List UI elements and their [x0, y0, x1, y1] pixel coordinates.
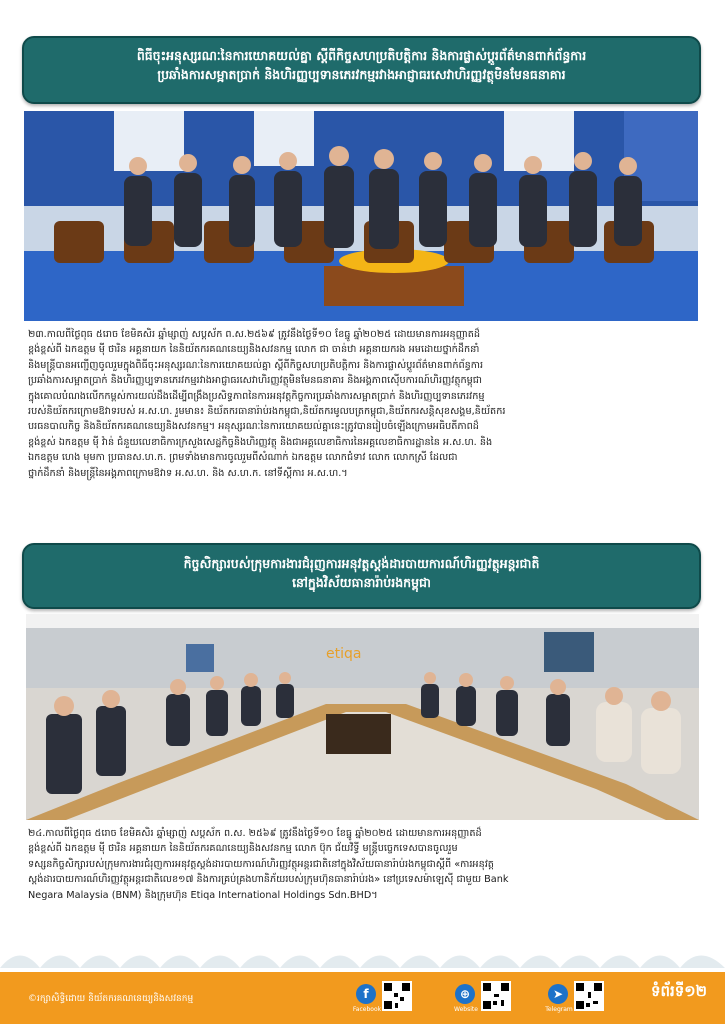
- section-1-paragraph: [28, 327, 698, 481]
- paragraph-line: Negara Malaysia (BNM) និងក្រុមហ៊ុន Etiqa International Holdings Sdn.BHD។: [28, 889, 378, 901]
- telegram-link[interactable]: [545, 981, 612, 1017]
- section-1-title-line-2: ប្រឆាំងការសម្អាតប្រាក់ និងហិរញ្ញប្បទានភេរវកម្មរវាងអាជ្ញាធរសេវាហិរញ្ញវត្ថុមិនមែនធនាគារ: [157, 67, 566, 82]
- paragraph-line: ឯកឧត្តម ហេង មុមកា ប្រធានស.ហ.ក. ព្រមទាំងមានការចូលរួមពីសំណាក់ ឯកឧត្តម លោកជំទាវ លោក លោកស្រី ដែលជា: [28, 452, 458, 464]
- facebook-qr-code[interactable]: [382, 981, 412, 1011]
- paragraph-line: បរធនបាលកិច្ច និងនិយ័តករគណនេយ្យនិងសវនកម្ម។ អនុស្សរណៈនៃការយោគយល់គ្នានេះត្រូវបានរៀបចំឡើងក្រោមអធិបតីភាពដ៏: [28, 421, 479, 433]
- paragraph-line: ខ្ពង់ខ្ពស់ពី ឯកឧត្តម ម៉ី ថារិន អគ្គនាយក នៃនិយ័តករគណនេយ្យនិងសវនកម្ម លោក ជា ចាន់ឋា អគ្គនាយករង អមដោយថ្នាក់ដឹកនាំ: [28, 344, 480, 356]
- section-2-title-line-2: នៅក្នុងវិស័យធានារ៉ាប់រងកម្ពុជា: [292, 575, 431, 590]
- telegram-icon: ➤: [548, 984, 568, 1004]
- section-2-title: [22, 543, 701, 609]
- facebook-label: Facebook: [352, 1006, 382, 1013]
- paragraph-line: ខ្ពង់ខ្ពស់ ឯកឧត្តម ម៉ី វ៉ាន់ ជំនួយលេខាធិការក្រសួងសេដ្ឋកិច្ចនិងហិរញ្ញវត្ថុ និងជាអគ្គលេខាធិការនៃអគ្គលេខាធិការដ្ឋាននៃ អ.ស.ហ. និង: [28, 436, 493, 448]
- section-1-title-line-1: ពិធីចុះអនុស្សរណៈនៃការយោគយល់គ្នា ស្តីពីកិច្ចសហប្រតិបត្តិការ និងការផ្លាស់ប្តូរព័ត៌មានពាក់ព័ន្ធការ: [136, 48, 587, 63]
- paragraph-line: ប្រឆាំងការសម្អាតប្រាក់ និងហិរញ្ញប្បទានភេរវកម្មរវាងអាជ្ញាធរសេវាហិរញ្ញវត្ថុមិនមែនធនាគារ និងអង្គភាពស៊ើបការណ៍ហិរញ្ញវត្ថុកម្ពុជា: [28, 375, 483, 387]
- meeting-room-illustration: [26, 614, 699, 820]
- study-visit-meeting-photo: [26, 614, 699, 820]
- section-2-title-line-1: កិច្ចសិក្សារបស់ក្រុមការងារជំរុញការអនុវត្តស្តង់ដារបាយការណ៍ហិរញ្ញវត្ថុអន្តរជាតិ: [183, 556, 540, 571]
- globe-icon: ⊕: [455, 984, 475, 1004]
- page-number: ទំព័រទី១២: [650, 982, 707, 1000]
- mou-ceremony-illustration: [24, 111, 698, 321]
- paragraph-line: ថ្នាក់ដឹកនាំ និងមន្ត្រីនៃអង្គភាពក្រោមឱវាទ អ.ស.ហ. និង ស.ហ.ក. នៅទីស្តីការ អ.ស.ហ.។: [28, 467, 348, 479]
- mou-ceremony-photo: [24, 111, 698, 321]
- telegram-label: Telegram: [545, 1006, 573, 1013]
- paragraph-line: ក្នុងគោលបំណងលើកកម្ពស់ការយល់ដឹងដើម្បីពង្រឹងប្រសិទ្ធភាពនៃការអនុវត្តកិច្ចការប្រឆាំងការសម្អាតប្រាក់ និងហិរញ្ញប្បទានភេរវកម្ម: [28, 390, 485, 402]
- paragraph-line: ២៤.កាលពីថ្ងៃពុធ ៥រោច ខែមិគសិរ ឆ្នាំម្សាញ់ សប្តស័ក ព.ស. ២៥៦៩ ត្រូវនឹងថ្ងៃទី១០ ខែធ្នូ ឆ្នាំ២០២៥ ដោយមានការអនុញ្ញាតដ៏: [28, 828, 482, 839]
- paragraph-line: និងមន្ត្រីបានអញ្ជើញចូលរួមក្នុងពិធីចុះអនុស្សរណៈនៃការយោគយល់គ្នា ស្តីពីកិច្ចសហប្រតិបត្តិការ និងការផ្លាស់ប្តូរព័ត៌មានពាក់ព័ន្ធការ: [28, 359, 484, 371]
- paragraph-line: ខ្ពង់ខ្ពស់ពី ឯកឧត្តម ម៉ី ថារិន អគ្គនាយក នៃនិយ័តករគណនេយ្យនិងសវនកម្ម លោក ប៊ុក ជ័យវិទ្ធី មន្ត្រីបច្ចេកទេសបានចូលរួម: [28, 843, 458, 855]
- paragraph-line: ស្តង់ដារបាយការណ៍ហិរញ្ញវត្ថុអន្តរជាតិលេខ១៧ និងការគ្រប់គ្រងហានិភ័យរបស់ក្រុមហ៊ុនធានារ៉ាប់រង» នៅប្រទេសម៉ាឡេស៊ី ជាមួយ Bank: [28, 874, 509, 886]
- paragraph-line: របស់និយ័តករក្រោមឱវាទរបស់ អ.ស.ហ. រួមមាន៖ និយ័តករធានារ៉ាប់រងកម្ពុជា,និយ័តករមូលបត្រកម្ពុជា,និយ័តករសន្តិសុខសង្គម,និយ័តករ: [28, 406, 506, 418]
- website-link[interactable]: [455, 981, 519, 1017]
- facebook-icon: f: [356, 984, 376, 1004]
- page-footer: [0, 972, 725, 1024]
- website-qr-code[interactable]: [481, 981, 511, 1011]
- section-1-title: [22, 36, 701, 104]
- paragraph-line: ទស្សនកិច្ចសិក្សារបស់ក្រុមការងារជំរុញការអនុវត្តស្តង់ដារបាយការណ៍ហិរញ្ញវត្ថុអន្តរជាតិនៅក្នុងវិស័យធានារ៉ាប់រងកម្ពុជាស្តីពី «ការអនុវត្ត: [28, 858, 494, 870]
- paragraph-line: ២៣.កាលពីថ្ងៃពុធ ៥រោច ខែមិគសិរ ឆ្នាំម្សាញ់ សប្តស័ក ព.ស.២៥៦៩ ត្រូវនឹងថ្ងៃទី១០ ខែធ្នូ ឆ្នាំ២០២៥ ដោយមានការអនុញ្ញាតដ៏: [28, 329, 481, 340]
- decorative-ornament-band: [0, 938, 725, 968]
- telegram-qr-code[interactable]: [574, 981, 604, 1011]
- website-label: Website: [454, 1006, 478, 1013]
- facebook-link[interactable]: [352, 981, 420, 1017]
- copyright-text: ©រក្សាសិទ្ធិដោយ និយ័តករគណនេយ្យនិងសវនកម្ម: [28, 994, 194, 1004]
- etiqa-wall-logo: etiqa: [326, 646, 362, 662]
- section-2-paragraph: [28, 826, 698, 903]
